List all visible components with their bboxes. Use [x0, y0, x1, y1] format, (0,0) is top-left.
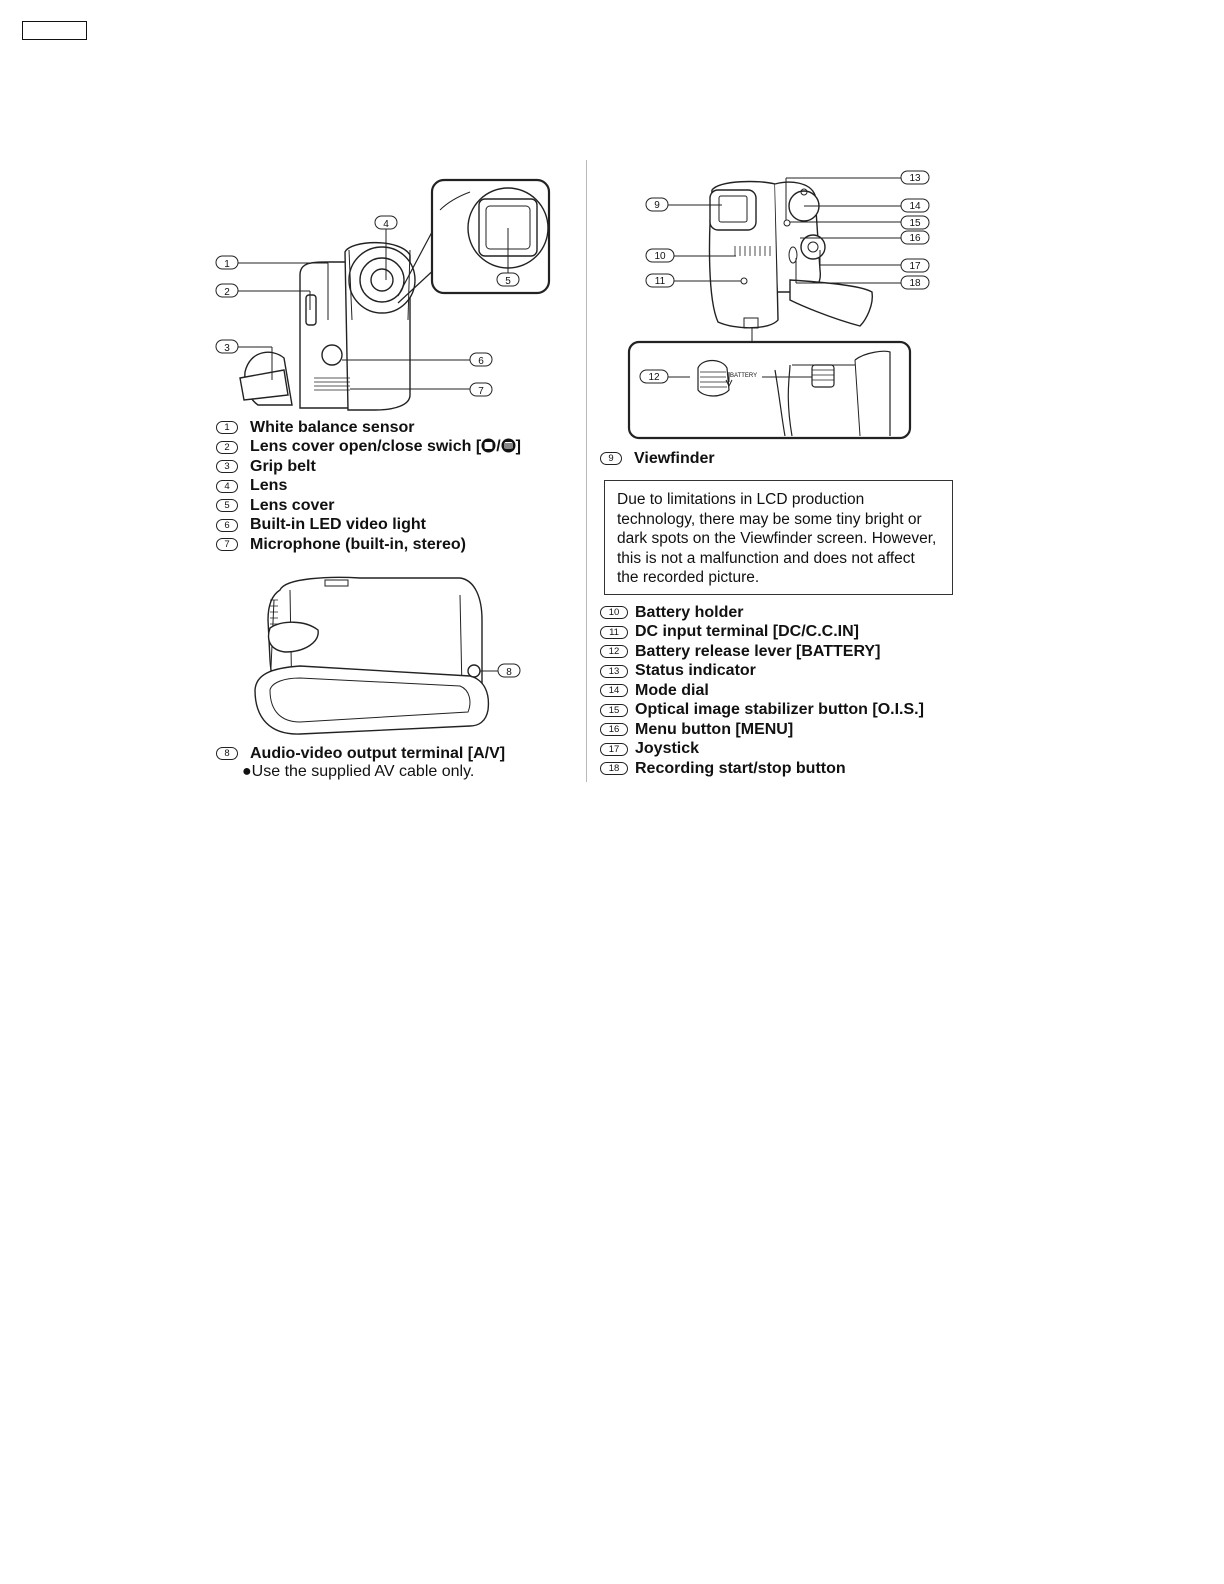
battery-lever-label: BATTERY: [730, 373, 758, 379]
av-cable-note: [242, 763, 474, 781]
list-item: [600, 449, 715, 469]
camera-front-figure: [210, 170, 560, 415]
svg-text:7: 7: [478, 386, 484, 397]
list-item: [216, 535, 521, 555]
list-item: [600, 662, 924, 682]
part-label-suffix: ]: [515, 438, 521, 456]
part-number: 1: [216, 421, 238, 434]
column-divider: [586, 160, 587, 782]
part-number: 10: [600, 606, 628, 619]
list-item: [600, 759, 924, 779]
part-number: 7: [216, 538, 238, 551]
part-number: 11: [600, 626, 628, 639]
part-label: Mode dial: [635, 681, 709, 699]
part-number: 9: [600, 452, 622, 465]
part-label: Built-in LED video light: [250, 516, 426, 534]
svg-text:3: 3: [224, 343, 230, 354]
callout-8: [480, 664, 520, 677]
part-number: 5: [216, 499, 238, 512]
part-number: 6: [216, 519, 238, 532]
list-item: [600, 603, 924, 623]
list-item: [216, 477, 521, 497]
svg-text:11: 11: [654, 276, 666, 287]
slash-separator: /: [496, 438, 501, 456]
callout-2: [216, 284, 310, 310]
svg-text:17: 17: [909, 261, 921, 272]
list-item: [216, 418, 521, 438]
list-item: [216, 457, 521, 477]
page-corner-box: [22, 21, 87, 40]
svg-text:6: 6: [478, 356, 484, 367]
list-item: [216, 438, 521, 458]
av-part-list: [216, 744, 505, 764]
part-label: Battery release lever [BATTERY]: [635, 642, 881, 660]
right-parts-list: [600, 603, 924, 779]
svg-text:9: 9: [654, 200, 660, 211]
part-number: 14: [600, 684, 628, 697]
part-label: Recording start/stop button: [635, 759, 846, 777]
part-number: 15: [600, 704, 628, 717]
svg-text:18: 18: [909, 278, 921, 289]
part-number: 17: [600, 743, 628, 756]
part-number: 2: [216, 441, 238, 454]
svg-text:2: 2: [224, 287, 230, 298]
svg-text:1: 1: [224, 259, 230, 270]
part-label: Audio-video output terminal [A/V]: [250, 744, 506, 762]
svg-text:5: 5: [505, 276, 511, 287]
svg-text:13: 13: [909, 173, 921, 184]
part-label: Menu button [MENU]: [635, 720, 794, 738]
list-item: [216, 744, 505, 764]
note-text: Use the supplied AV cable only.: [251, 763, 475, 780]
svg-text:4: 4: [383, 219, 389, 230]
part-label: Microphone (built-in, stereo): [250, 535, 466, 553]
svg-text:12: 12: [648, 372, 660, 383]
list-item: [600, 720, 924, 740]
part-label: Lens cover open/close swich [: [250, 438, 482, 456]
part-label: Grip belt: [250, 457, 316, 475]
viewfinder-note-box: Due to limitations in LCD production technology, there may be some tiny bright or dark spots on the Viewfinder screen. However, this is not a malfunction and does not affect the recorded picture.: [604, 480, 953, 595]
part-number: 3: [216, 460, 238, 473]
part-label: Joystick: [635, 740, 700, 758]
part-label: DC input terminal [DC/C.C.IN]: [635, 623, 859, 641]
list-item: [600, 623, 924, 643]
part-label-lens-switch: [250, 438, 521, 456]
part-label: Lens: [250, 477, 288, 495]
svg-text:15: 15: [909, 218, 921, 229]
svg-text:14: 14: [909, 201, 921, 212]
list-item: [216, 516, 521, 536]
part-number: 18: [600, 762, 628, 775]
list-item: [216, 496, 521, 516]
svg-text:10: 10: [654, 251, 666, 262]
part-label: Viewfinder: [634, 449, 715, 467]
list-item: [600, 701, 924, 721]
list-item: [600, 740, 924, 760]
bullet-icon: ●: [242, 763, 252, 780]
part-label: Lens cover: [250, 496, 335, 514]
lens-open-icon: [481, 438, 496, 453]
part-label: Battery holder: [635, 603, 744, 621]
lens-closed-icon: [501, 438, 516, 453]
part-label: Optical image stabilizer button [O.I.S.]: [635, 701, 924, 719]
part-number: 16: [600, 723, 628, 736]
part-number: 8: [216, 747, 238, 760]
svg-text:8: 8: [506, 667, 512, 678]
list-item: [600, 642, 924, 662]
part-number: 12: [600, 645, 628, 658]
part-number: 4: [216, 480, 238, 493]
part-number: 13: [600, 665, 628, 678]
list-item: [600, 681, 924, 701]
left-parts-list: [216, 418, 521, 555]
part-label: White balance sensor: [250, 418, 415, 436]
camera-rear-figure: [625, 165, 935, 443]
viewfinder-part-list: [600, 449, 715, 469]
svg-text:16: 16: [909, 233, 921, 244]
part-label: Status indicator: [635, 662, 756, 680]
camera-side-figure: [245, 572, 530, 740]
